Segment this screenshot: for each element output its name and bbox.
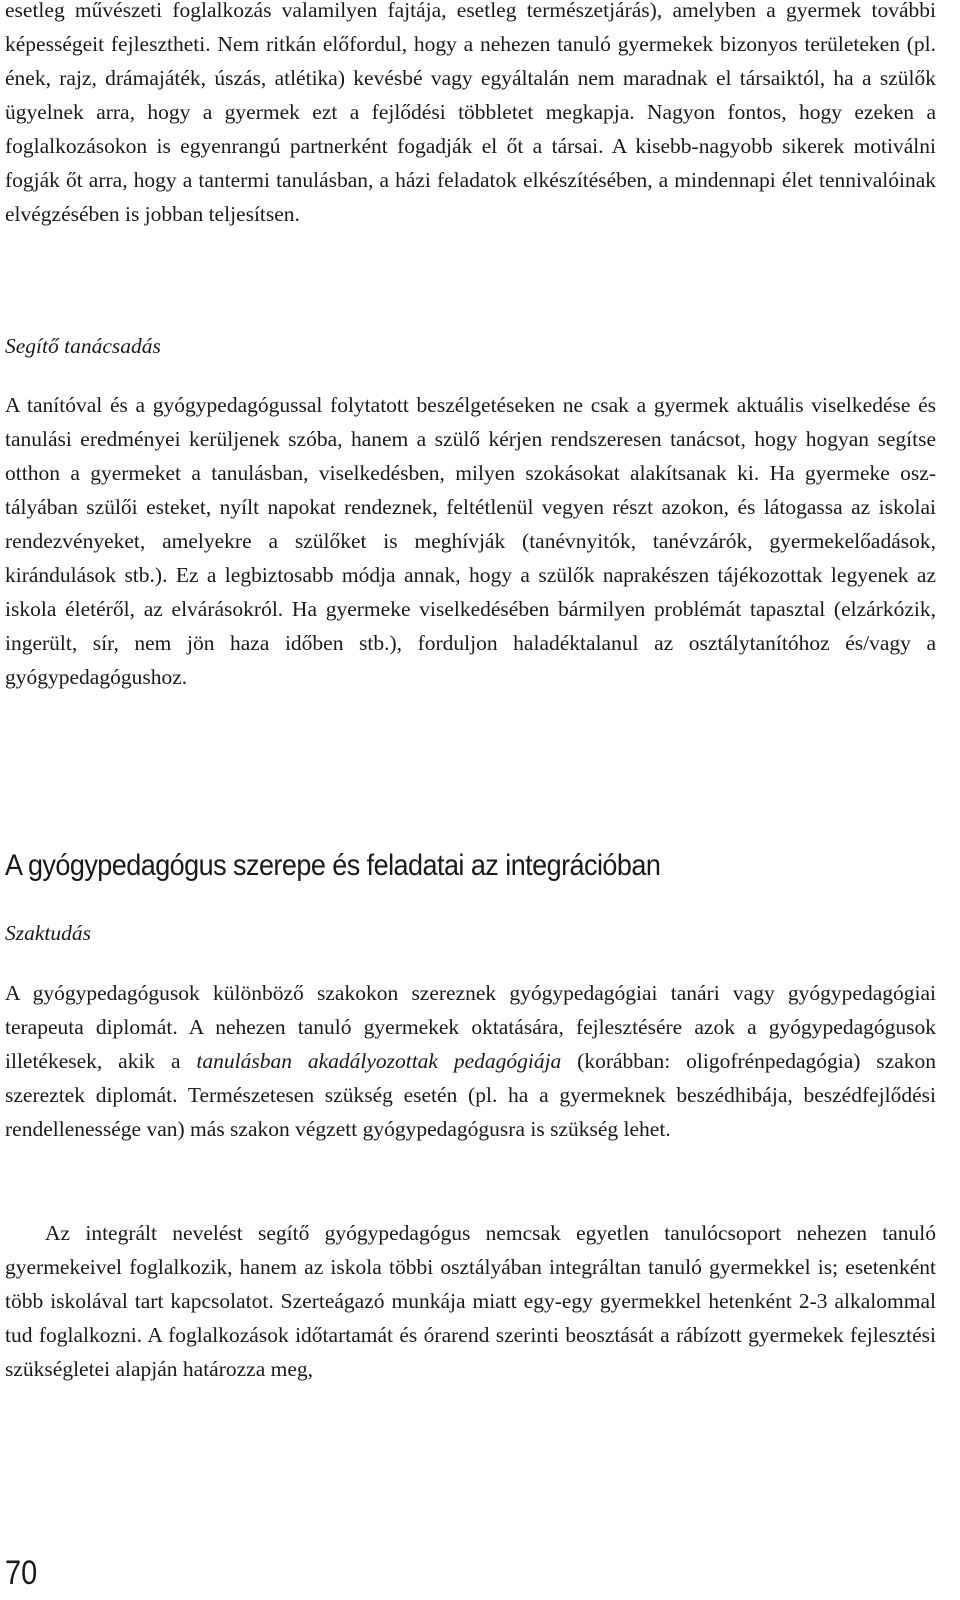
szaktudas-p1-text-before: A gyógypedagógusok különböző szakokon szereznek gyógypedagógiai tanári vagy gyógypedagógiai terapeuta diplomát. A nehezen tanuló gyermekek oktatására, fejlesztésére azok a gyógypedagógusok illetékesek, akik a: [5, 981, 936, 1073]
szaktudas-paragraph-1: [5, 976, 936, 1146]
szaktudas-p1-italic-term: tanulásban akadályozottak pedagógiája: [196, 1049, 562, 1073]
page-number: 70: [5, 1554, 38, 1592]
subsection-segito-tanacsadas-title: Segítő tanácsadás: [5, 334, 161, 358]
subsection-szaktudas-title: Szaktudás: [5, 921, 91, 945]
section-heading: A gyógypedagógus szerepe és feladatai az integrációban: [5, 849, 661, 882]
segito-tanacsadas-paragraph: A tanítóval és a gyógypedagógussal folytatott beszélgetéseken ne csak a gyermek aktuális viselkedése és tanulási eredményei kerüljenek szóba, hanem a szülő kérjen rendszeresen tanácsot, hogy hogyan segítse otthon a gyermeket a tanulásban, viselkedésben, milyen szokásokat alakítsanak ki. Ha gyermeke osztályában szülői esteket, nyílt napokat rendeznek, feltétlenül vegyen részt azokon, és látogassa az iskolai rendezvényeket, amelyekre a szülőket is meghívják (tanévnyitók, tanévzárók, gyermekelőadások, kirándulások stb.). Ez a legbiztosabb módja annak, hogy a szülők naprakészen tájékozottak legyenek az iskola életéről, az elvárásokról. Ha gyermeke viselkedésében bármilyen problémát tapasztal (elzárkózik, ingerült, sír, nem jön haza időben stb.), forduljon haladéktalanul az osztálytanítóhoz és/vagy a gyógypedagógushoz.: [5, 393, 936, 689]
opening-paragraph: esetleg művészeti foglalkozás valamilyen fajtája, esetleg természetjárás), amelyben a gyermek további képességeit fejlesztheti. Nem ritkán előfordul, hogy a nehezen tanuló gyermekek bizonyos területeken (pl. ének, rajz, drámajáték, úszás, atlétika) kevésbé vagy egyáltalán nem maradnak el társaiktól, ha a szülők ügyelnek arra, hogy a gyermek ezt a fejlődési többletet megkapja. Nagyon fontos, hogy ezeken a foglalkozásokon is egyenrangú partnerként fogadják el őt a társai. A kisebb-nagyobb sikerek motiválni fogják őt arra, hogy a tantermi tanulásban, a házi feladatok elkészítésében, a mindennapi élet tennivalóinak elvégzésében is jobban teljesítsen.: [5, 0, 936, 226]
szaktudas-p1-text-after: (korábban: oligofrénpedagógia) szakon szereztek diplomát. Természetesen szükség esetén (pl. ha a gyermeknek beszédhibája, beszédfejlődési rendellenessége van) más szakon végzett gyógypedagógusra is szükség lehet.: [5, 1049, 936, 1141]
szaktudas-paragraph-2: Az integrált nevelést segítő gyógypedagógus nemcsak egyetlen tanulócsoport nehezen tanuló gyermekeivel foglalkozik, hanem az iskola többi osztályában integráltan tanuló gyermekkel is; esetenként több iskolával tart kapcsolatot. Szerteágazó munkája miatt egy-egy gyermekkel hetenként 2-3 alkalommal tud foglalkozni. A foglalkozások időtartamát és órarend szerinti beosztását a rábízott gyermekek fejlesztési szükségletei alapján határozza meg,: [5, 1221, 936, 1381]
